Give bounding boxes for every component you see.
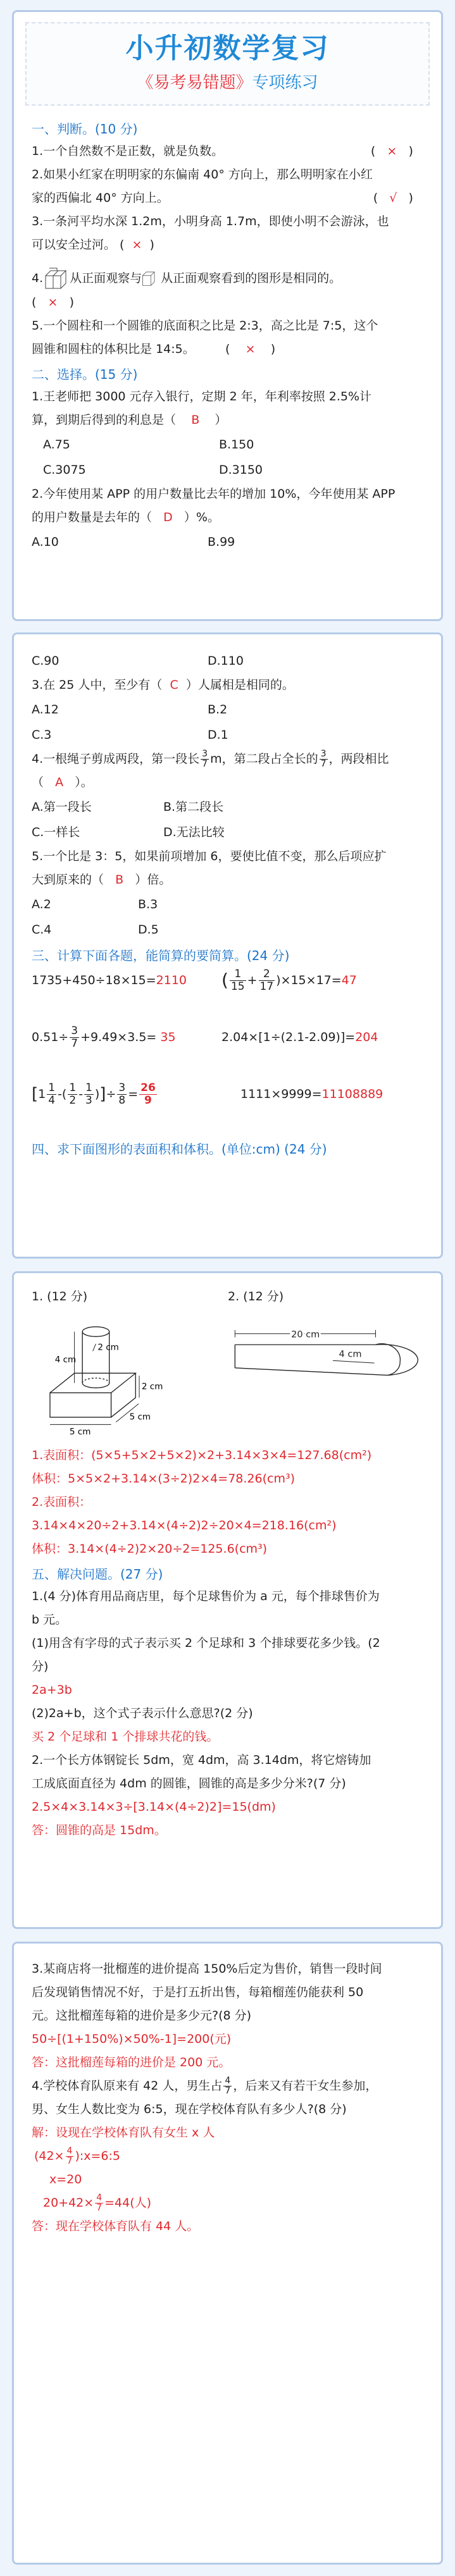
option: D.110 [208, 654, 244, 668]
s1-q4: 4. 从正面观察与 从正面观察看到的图形是相同的。 ( × ) [32, 266, 425, 314]
s2-q4-answer: A [55, 775, 64, 789]
option: B.3 [138, 897, 158, 911]
option: D.5 [138, 923, 159, 937]
s4-a2-line0: 2.表面积： [32, 1495, 92, 1509]
s2-q4-options-row2 [32, 820, 425, 845]
dim-h: 4 cm [54, 1354, 77, 1365]
dim-w2: 5 cm [69, 1426, 91, 1437]
option: A.75 [43, 438, 70, 452]
option: A.10 [32, 535, 59, 549]
s2-q2-options-row1 [32, 529, 425, 555]
subtitle-rest: 专项练习 [252, 73, 318, 92]
s3-row3 [32, 1080, 425, 1108]
s1-q2-mark: √ [389, 191, 397, 205]
s4-answers [32, 1444, 425, 1561]
diagrams [32, 1317, 425, 1438]
s3-expr3-answer: 35 [160, 1030, 176, 1044]
option: A.2 [32, 897, 51, 911]
s5-q4-solution-line1: 解：设现在学校体育队有女生 x 人 [32, 2126, 215, 2140]
fraction: $\frac{1}{2}$ [69, 1081, 77, 1107]
dim-w1: 5 cm [129, 1412, 151, 1422]
option: D.3150 [219, 463, 263, 477]
fraction: $\frac{3}{8}$ [118, 1081, 126, 1107]
s3-expr6-answer: 11108889 [321, 1087, 383, 1101]
s5-q3: 3.某商店将一批榴莲的进价提高 150%后定为售价，销售一段时间 后发现销售情况不好，于是打五折出售，每箱榴莲仍能获利 50 元。这批榴莲每箱的进价是多少元?(8 分) 50÷[(1+150%)×50%-1]=200(元) 答：这批榴莲每箱的进价是 200 元。 [32, 1957, 425, 2074]
box-cylinder-diagram [32, 1317, 172, 1438]
s2-q3: 3.在 25 人中，至少有（ C ）人属相是相同的。 [32, 678, 294, 692]
fraction: $\frac{1}{4}$ [48, 1081, 56, 1107]
dim-box-h: 2 cm [141, 1381, 163, 1392]
page-card-1 [12, 10, 443, 621]
s3-expr4: 2.04×[1÷(2.1-2.09)]=204 [221, 1030, 378, 1044]
s2-q3-options-row2 [32, 722, 425, 748]
diagram-labels [32, 1287, 425, 1306]
fraction: $\frac{4}{7}$ [66, 2146, 73, 2166]
fraction: $\frac{4}{7}$ [96, 2193, 103, 2213]
option: B.2 [208, 703, 228, 717]
s5-q1-sub1-answer: 2a+3b [32, 1683, 72, 1697]
cube-stack-icon [43, 266, 70, 291]
s1-q3: 3.一条河平均水深 1.2m，小明身高 1.7m，即使小明不会游泳，也 可以安全过河。 ( × ) [32, 214, 389, 252]
s5-q3-answer-line1: 50÷[(1+150%)×50%-1]=200(元) [32, 2032, 232, 2046]
option: D.1 [208, 728, 228, 742]
s2-q1: 1.王老师把 3000 元存入银行，定期 2 年，年利率按照 2.5%计 算，到期后得到的利息是（ B ） [32, 390, 372, 427]
s5-q4: 4.学校体育队原来有 42 人，男生占 $\frac{4}{7}$ ，后来又有若干女生参加， 男、女生人数比变为 6:5，现在学校体育队有多少人?(8 分) 解：设现在学校体育队有女生 x 人 (42× $\frac{4}{7}$ ):x=6:5 x=20 20+42× $\frac{4}{7}$ =44(人) 答：现在学校体育队有 44 人。 [32, 2074, 425, 2238]
fraction: $\frac{3}{7}$ [320, 749, 327, 769]
title-box [25, 22, 430, 106]
s3-expr5: [ 1 $\frac{1}{4}$ -( $\frac{1}{2}$ - $\frac{1}{3}$ ) ] ÷ $\frac{3}{8}$ = $\frac{26}{9}$ [32, 1081, 156, 1107]
s5-q2-answer-line1: 2.5×4×3.14×3÷[3.14×(4÷2)2]=15(dm) [32, 1800, 276, 1814]
s3-expr1-answer: 2110 [156, 973, 187, 987]
s4-a2-line2: 体积：3.14×(4÷2)2×20÷2=125.6(cm³) [32, 1542, 268, 1556]
s2-q3-options-row1 [32, 697, 425, 722]
dim-d: 2 cm [97, 1342, 119, 1353]
option: A.12 [32, 703, 59, 717]
s1-q3-mark: × [132, 238, 142, 252]
s2-q1-answer: B [191, 413, 200, 427]
s5-q3-answer-line2: 答：这批榴莲每箱的进价是 200 元。 [32, 2055, 231, 2069]
half-cylinder-diagram [223, 1317, 425, 1412]
page-card-3 [12, 1271, 443, 1929]
s2-q5-answer: B [115, 873, 124, 887]
fraction: $\frac{1}{15}$ [230, 967, 245, 993]
s1-q2: 2.如果小红家在明明家的东偏南 40° 方向上，那么明明家在小红 家的西偏北 40° 方向上。 ( √ ) [32, 168, 425, 205]
fraction: $\frac{2}{17}$ [259, 967, 274, 993]
s1-q4-mark: × [47, 295, 58, 309]
option: B.150 [219, 438, 254, 452]
option: C.3075 [43, 463, 86, 477]
diagram2-label: 2. (12 分) [228, 1290, 284, 1303]
option: C.3 [32, 728, 52, 742]
s3-expr5-answer: $\frac{26}{9}$ [140, 1081, 156, 1107]
s1-q1: 1.一个自然数不是正数，就是负数。 ( × ) [32, 144, 425, 158]
option: B.99 [208, 535, 235, 549]
s5-q2: 2.一个长方体钢锭长 5dm，宽 4dm，高 3.14dm，将它熔铸加 工成底面直径为 4dm 的圆锥，圆锥的高是多少分米?(7 分) 2.5×4×3.14×3÷[3.14×(4÷2)2]=15(dm) 答：圆锥的高是 15dm。 [32, 1749, 425, 1842]
s1-q5-mark: × [245, 342, 256, 356]
s2-q4: 4.一根绳子剪成两段，第一段长 $\frac{3}{7}$ m，第二段占全长的 $\frac{3}{7}$ ，两段相比 （ A ）。 [32, 749, 389, 789]
s2-q5-options-row2 [32, 917, 425, 942]
s3-row2 [32, 1023, 425, 1051]
s5-q4-solution-line4: 20+42× $\frac{4}{7}$ =44(人) [43, 2193, 152, 2213]
s2-q5: 5.一个比是 3：5，如果前项增加 6，要使比值不变，那么后项应扩 大到原来的（ B ）倍。 [32, 849, 387, 887]
s3-expr2: ( $\frac{1}{15}$ + $\frac{2}{17}$ )×15×17= 47 [221, 966, 357, 994]
section2-heading: 二、选择。(15 分) [32, 367, 138, 382]
subtitle-quote: 《易考易错题》 [137, 73, 252, 92]
fraction: $\frac{1}{3}$ [85, 1081, 92, 1107]
s3-expr1: 1735+450÷18×15=2110 [32, 973, 187, 987]
s4-a1-line2: 体积：5×5×2+3.14×(3÷2)2×4=78.26(cm³) [32, 1472, 295, 1486]
s2-q3-answer: C [170, 678, 178, 692]
option: B.第二段长 [163, 800, 224, 814]
section1-heading: 一、判断。(10 分) [32, 121, 138, 137]
fraction: $\frac{4}{7}$ [225, 2076, 231, 2096]
section4-heading: 四、求下面图形的表面积和体积。(单位:cm) (24 分) [32, 1142, 327, 1157]
option: A.第一段长 [32, 800, 92, 814]
s3-expr4-answer: 204 [355, 1030, 378, 1044]
s3-row1 [32, 966, 425, 994]
s5-q4-solution-line2: (42× $\frac{4}{7}$ ):x=6:5 [34, 2146, 120, 2166]
diagram1-label: 1. (12 分) [32, 1290, 88, 1303]
option: C.90 [32, 654, 59, 668]
cube-block-icon [142, 266, 161, 291]
section5-heading: 五、解决问题。(27 分) [32, 1567, 163, 1582]
s2-q1-options-row2 [32, 457, 425, 483]
s2-q5-options-row1 [32, 892, 425, 917]
dim-d2: 4 cm [339, 1349, 362, 1360]
page-card-2 [12, 632, 443, 1259]
s1-q5: 5.一个圆柱和一个圆锥的底面积之比是 2:3，高之比是 7:5，这个 圆锥和圆柱的体积比是 14:5。 ( × ) [32, 319, 378, 356]
page-title: 小升初数学复习 [125, 32, 330, 65]
s4-a1-line1: 1.表面积：(5×5+5×2+5×2)×2+3.14×3×4=127.68(cm²) [32, 1448, 372, 1462]
fraction: $\frac{3}{7}$ [202, 749, 208, 769]
s5-q1-sub2-answer: 买 2 个足球和 1 个排球共花的钱。 [32, 1730, 219, 1744]
s2-q2-options-row2 [32, 648, 425, 674]
option: D.无法比较 [163, 825, 225, 839]
page-card-4 [12, 1942, 443, 2565]
page-subtitle [27, 70, 428, 96]
s5-q4-solution-line5: 答：现在学校体育队有 44 人。 [32, 2219, 199, 2233]
s3-expr6: 1111×9999=11108889 [240, 1087, 383, 1101]
section3-heading: 三、计算下面各题，能简算的要简算。(24 分) [32, 948, 290, 963]
s4-a2-line1: 3.14×4×20÷2+3.14×(4÷2)2÷20×4=218.16(cm²) [32, 1519, 337, 1532]
dim-len: 20 cm [291, 1329, 320, 1340]
option: C.4 [32, 923, 52, 937]
s5-q1: 1.(4 分)体育用品商店里，每个足球售价为 a 元，每个排球售价为 b 元。 (1)用含有字母的式子表示买 2 个足球和 3 个排球要花多少钱。(2 分) 2a+3b (2)2a+b，这个式子表示什么意思?(2 分) 买 2 个足球和 1 个排球共花的钱。 [32, 1585, 425, 1749]
s5-q2-answer-line2: 答：圆锥的高是 15dm。 [32, 1823, 166, 1837]
s2-q2: 2.今年使用某 APP 的用户数量比去年的增加 10%，今年使用某 APP 的用户数量是去年的（ D ）%。 [32, 487, 396, 524]
s2-q4-options-row1 [32, 794, 425, 820]
s5-q4-solution-line3: x=20 [49, 2172, 82, 2186]
s1-q1-mark: × [387, 144, 397, 158]
s3-expr3: 0.51÷ $\frac{3}{7}$ +9.49×3.5= 35 [32, 1023, 221, 1051]
option: C.一样长 [32, 825, 80, 839]
s2-q1-options-row1 [32, 432, 425, 457]
s2-q2-answer: D [163, 510, 173, 524]
fraction: $\frac{3}{7}$ [71, 1024, 78, 1050]
s3-expr2-answer: 47 [341, 973, 357, 987]
